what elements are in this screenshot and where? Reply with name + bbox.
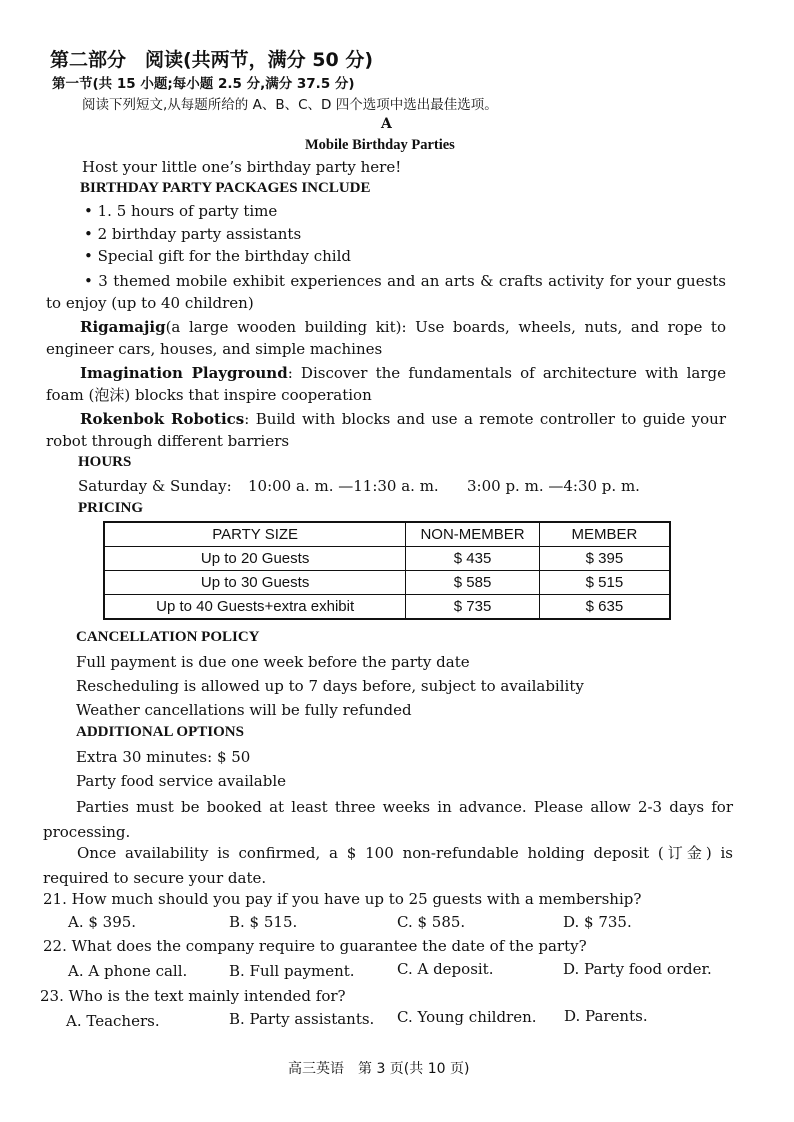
exhibit-name: Imagination Playground bbox=[80, 364, 288, 382]
option-line: Extra 30 minutes: $ 50 bbox=[76, 748, 251, 766]
packages-heading: BIRTHDAY PARTY PACKAGES INCLUDE bbox=[80, 180, 371, 196]
exhibit-imagination-playground bbox=[46, 362, 726, 406]
question-option[interactable]: C. $ 585. bbox=[397, 913, 466, 931]
non-member-price-cell: $ 735 bbox=[406, 595, 540, 620]
table-row bbox=[104, 547, 670, 571]
question-stem: 22. What does the company require to guarantee the date of the party? bbox=[43, 937, 587, 955]
hours-slot-afternoon: 3:00 p. m. —4:30 p. m. bbox=[467, 477, 640, 495]
bullet-item: • 2 birthday party assistants bbox=[84, 225, 302, 243]
hours-heading: HOURS bbox=[78, 454, 132, 470]
passage-intro: Host your little one’s birthday party here! bbox=[82, 158, 402, 176]
exhibit-rigamajig bbox=[46, 316, 726, 360]
column-header: NON-MEMBER bbox=[406, 522, 540, 547]
deposit-paragraph: Once availability is confirmed, a $ 100 non-refundable holding deposit (订金) is required to secure your date. bbox=[43, 844, 733, 887]
party-size-cell: Up to 30 Guests bbox=[104, 571, 406, 595]
question-option[interactable]: C. A deposit. bbox=[397, 960, 494, 978]
bullet-item: • 3 themed mobile exhibit experiences and an arts & crafts activity for your guests to enjoy (up to 40 children) bbox=[46, 272, 726, 312]
section-title: 第二部分 阅读(共两节，满分 50 分) bbox=[50, 49, 374, 71]
question-option[interactable]: B. $ 515. bbox=[229, 913, 298, 931]
question-option[interactable]: B. Full payment. bbox=[229, 962, 355, 980]
exhibit-text: (a large wooden building kit): Use boards, wheels, nuts, and rope to engineer cars, houses, and simple machines bbox=[46, 318, 726, 358]
column-header: MEMBER bbox=[539, 522, 670, 547]
options-heading: ADDITIONAL OPTIONS bbox=[76, 724, 244, 740]
question-option[interactable]: D. Party food order. bbox=[563, 960, 712, 978]
booking-paragraph: Parties must be booked at least three weeks in advance. Please allow 2-3 days for processing. bbox=[43, 798, 733, 841]
member-price-cell: $ 395 bbox=[539, 547, 670, 571]
question-option[interactable]: D. Parents. bbox=[564, 1007, 648, 1025]
pricing-header-row bbox=[104, 522, 670, 547]
bullet-item: • 1. 5 hours of party time bbox=[84, 202, 278, 220]
bullet-item: • Special gift for the birthday child bbox=[84, 247, 351, 265]
question-stem: 23. Who is the text mainly intended for? bbox=[40, 987, 346, 1005]
question-option[interactable]: C. Young children. bbox=[397, 1008, 537, 1026]
exhibit-name: Rigamajig bbox=[80, 318, 166, 336]
exhibit-name: Rokenbok Robotics bbox=[80, 410, 245, 428]
cancellation-heading: CANCELLATION POLICY bbox=[76, 629, 260, 645]
non-member-price-cell: $ 585 bbox=[406, 571, 540, 595]
question-option[interactable]: A. Teachers. bbox=[66, 1012, 160, 1030]
party-size-cell: Up to 40 Guests+extra exhibit bbox=[104, 595, 406, 620]
page-footer: 高三英语 第 3 页(共 10 页) bbox=[288, 1061, 470, 1077]
column-header: PARTY SIZE bbox=[104, 522, 406, 547]
hours-slot-morning: 10:00 a. m. —11:30 a. m. bbox=[248, 477, 439, 495]
question-option[interactable]: A. $ 395. bbox=[68, 913, 137, 931]
member-price-cell: $ 635 bbox=[539, 595, 670, 620]
table-row bbox=[104, 595, 670, 620]
question-option[interactable]: A. A phone call. bbox=[68, 962, 188, 980]
member-price-cell: $ 515 bbox=[539, 571, 670, 595]
hours-days: Saturday & Sunday: bbox=[78, 477, 232, 495]
instruction: 阅读下列短文,从每题所给的 A、B、C、D 四个选项中选出最佳选项。 bbox=[82, 97, 498, 113]
exhibit-rokenbok-robotics bbox=[46, 408, 726, 452]
cancellation-line: Full payment is due one week before the party date bbox=[76, 653, 470, 671]
pricing-table bbox=[103, 521, 671, 620]
passage-title: Mobile Birthday Parties bbox=[305, 137, 455, 153]
question-option[interactable]: B. Party assistants. bbox=[229, 1010, 375, 1028]
cancellation-line: Rescheduling is allowed up to 7 days before, subject to availability bbox=[76, 677, 584, 695]
exhibit-text: : Build with blocks and use a remote controller to guide your robot through different barriers bbox=[46, 410, 726, 450]
passage-letter: A bbox=[381, 116, 392, 132]
option-line: Party food service available bbox=[76, 772, 287, 790]
non-member-price-cell: $ 435 bbox=[406, 547, 540, 571]
pricing-heading: PRICING bbox=[78, 500, 144, 516]
section-subtitle: 第一节(共 15 小题;每小题 2.5 分,满分 37.5 分) bbox=[52, 76, 355, 92]
party-size-cell: Up to 20 Guests bbox=[104, 547, 406, 571]
table-row bbox=[104, 571, 670, 595]
question-option[interactable]: D. $ 735. bbox=[563, 913, 632, 931]
cancellation-line: Weather cancellations will be fully refunded bbox=[76, 701, 412, 719]
exhibit-text: : Discover the fundamentals of architecture with large foam (泡沫) blocks that inspire cooperation bbox=[46, 364, 726, 404]
question-stem: 21. How much should you pay if you have up to 25 guests with a membership? bbox=[43, 890, 642, 908]
